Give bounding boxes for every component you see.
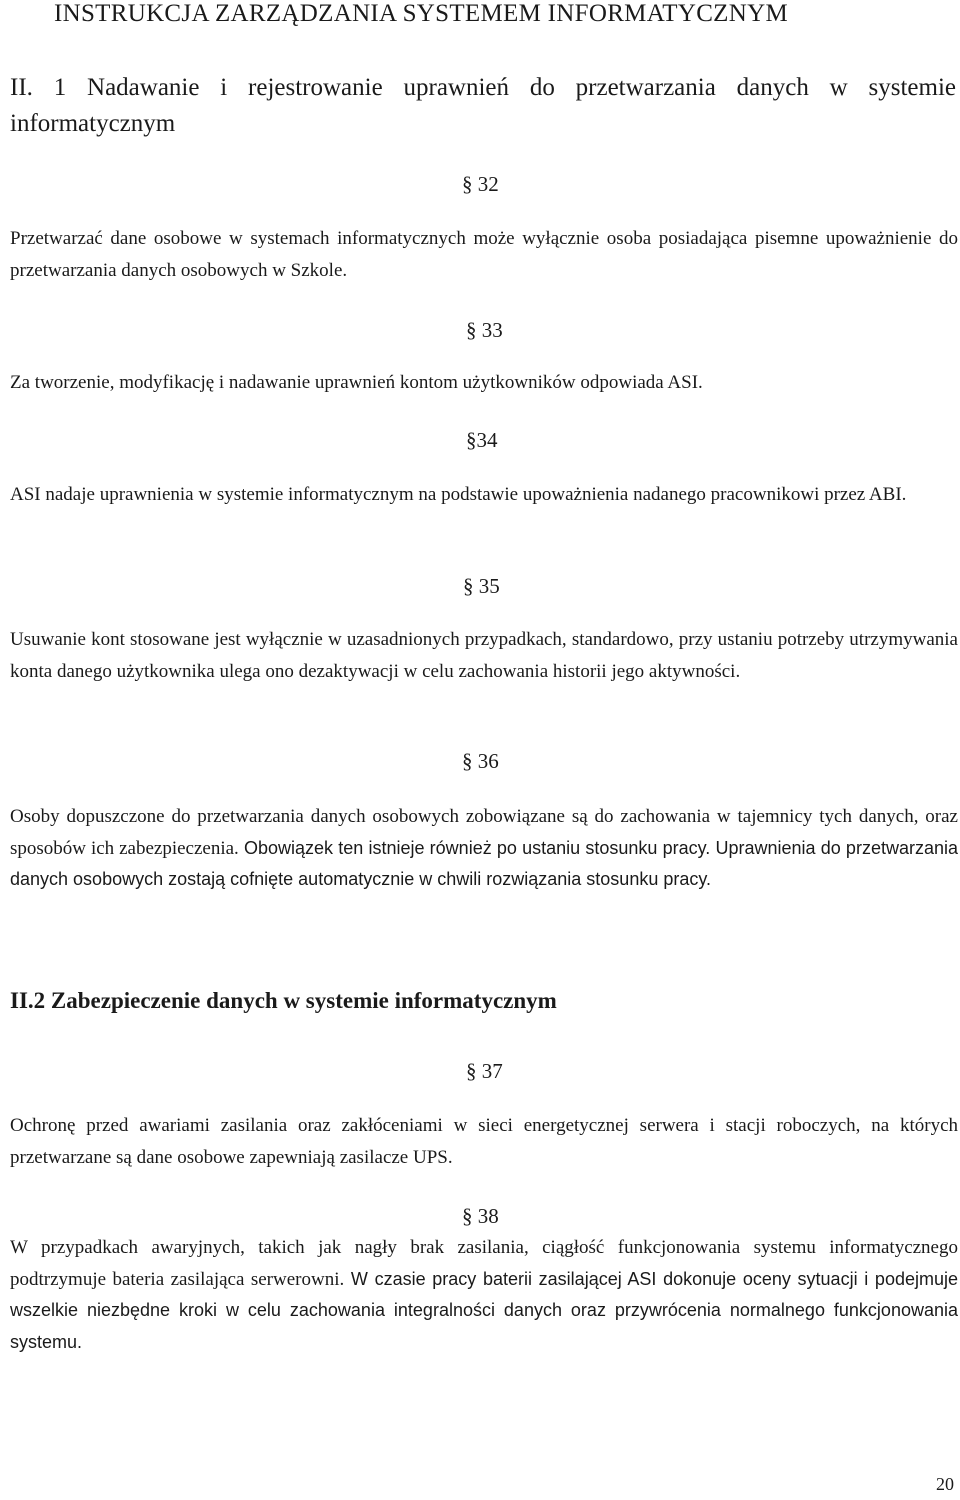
section-symbol-36: § 36 — [462, 749, 499, 773]
section-36-text-part-c: Uprawnienia do przetwarzania danych osobowych zostają cofnięte automatycznie w chwili rozwiązania stosunku pracy. — [10, 837, 958, 889]
section-symbol-34: §34 — [466, 428, 498, 452]
section-33-text: Za tworzenie, modyfikację i nadawanie uprawnień kontom użytkowników odpowiada ASI. — [10, 372, 703, 393]
section-32-text: Przetwarzać dane osobowe w systemach informatycznych może wyłącznie osoba posiadająca pisemne upoważnienie do przetwarzania danych osobowych w Szkole. — [10, 228, 958, 281]
document-title: INSTRUKCJA ZARZĄDZANIA SYSTEMEM INFORMATYCZNYM — [54, 0, 788, 27]
chapter-heading-2: II.2 Zabezpieczenie danych w systemie informatycznym — [10, 988, 557, 1013]
section-36-text-part-a: Osoby dopuszczone do przetwarzania danych osobowych zobowiązane są do zachowania w tajemnicy tych danych, oraz sposobów ich zabezpieczenia. — [10, 806, 958, 859]
section-35-text: Usuwanie kont stosowane jest wyłącznie w uzasadnionych przypadkach, standardowo, przy ustaniu potrzeby utrzymywania konta danego użytkownika ulega ono dezaktywacji w celu zachowania historii jego aktywności. — [10, 629, 958, 682]
section-37-text: Ochronę przed awariami zasilania oraz zakłóceniami w sieci energetycznej serwera i stacji roboczych, na których przetwarzane są dane osobowe zapewniają zasilacze UPS. — [10, 1115, 958, 1168]
section-symbol-33: § 33 — [466, 318, 503, 342]
section-symbol-35: § 35 — [463, 574, 500, 598]
section-symbol-38: § 38 — [462, 1204, 499, 1228]
section-38-text — [10, 1232, 958, 1358]
section-38-text-part-a: W przypadkach awaryjnych, takich jak nagły brak zasilania, ciągłość funkcjonowania systemu informatycznego podtrzymuje bateria zasilająca serwerowni. — [10, 1237, 958, 1290]
section-38-text-part-b: W czasie pracy baterii zasilającej ASI dokonuje oceny sytuacji i podejmuje wszelkie niezbędne kroki w celu zachowania integralności danych oraz przywrócenia normalnego funkcjonowania systemu. — [10, 1268, 958, 1352]
page-number: 20 — [936, 1474, 954, 1494]
section-36-text-part-b: Obowiązek ten istnieje również po ustaniu stosunku pracy. — [238, 837, 711, 858]
section-34-text: ASI nadaje uprawnienia w systemie informatycznym na podstawie upoważnienia nadanego pracownikowi przez ABI. — [10, 484, 907, 505]
section-symbol-32: § 32 — [462, 172, 499, 196]
section-symbol-37: § 37 — [466, 1059, 503, 1083]
section-36-text — [10, 801, 958, 896]
chapter-heading-1: II. 1 Nadawanie i rejestrowanie uprawnień do przetwarzania danych w systemie informatycznym — [10, 74, 956, 137]
